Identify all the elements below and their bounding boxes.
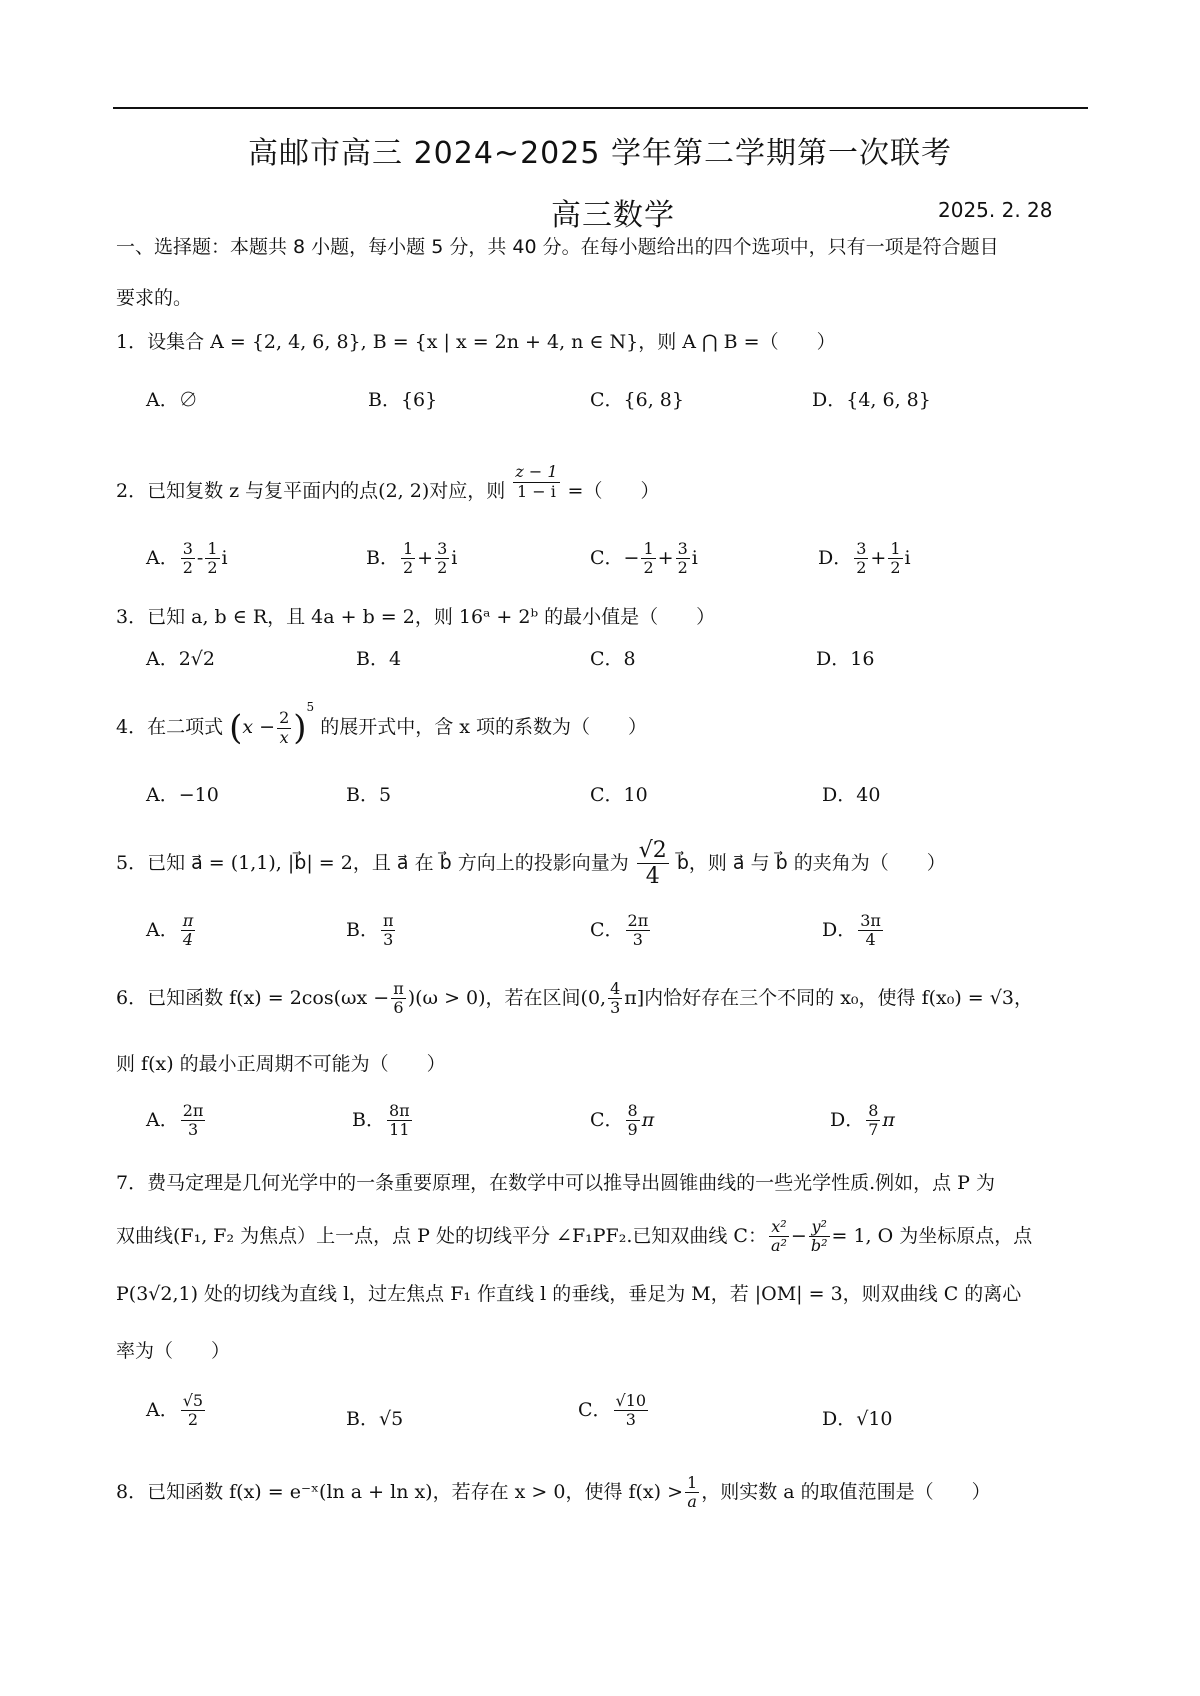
- q5-a-frac: [181, 912, 196, 950]
- q3-option-c: C．8: [590, 648, 636, 670]
- q2-c-frac2: [676, 540, 690, 578]
- q2-d-frac2: [888, 540, 902, 578]
- q2-a-i: i: [221, 546, 228, 569]
- q6-c-frac: [626, 1102, 640, 1140]
- q2-c-n2: 3: [677, 539, 688, 558]
- q2-b-d2: 2: [437, 558, 448, 578]
- q7-c-d: 3: [625, 1410, 636, 1430]
- q6-b-n: 8π: [388, 1101, 410, 1120]
- q6-d-label: D．: [830, 1108, 865, 1131]
- q2-a-d1: 2: [182, 558, 193, 578]
- q5-c-frac: [626, 912, 651, 950]
- q5-c-n: 2π: [627, 911, 649, 930]
- q5-a-n: π: [182, 911, 194, 930]
- q5-option-a: [146, 912, 197, 950]
- q7-n1: x²: [769, 1218, 789, 1237]
- q4-stem-b: 的展开式中，含 x 项的系数为（ ）: [320, 716, 648, 738]
- q1-option-a: A．∅: [146, 389, 198, 411]
- q2-c-frac1: [641, 540, 655, 578]
- q5-stem-b: b⃗，则 a⃗ 与 b⃗ 的夹角为（ ）: [676, 851, 946, 874]
- question-8-stem: [116, 1474, 991, 1512]
- q2-c-op: +: [657, 546, 674, 569]
- q6-d-frac: [866, 1102, 880, 1140]
- q5-fraction: [637, 838, 669, 890]
- q2-b-n2: 3: [437, 539, 448, 558]
- question-5-stem: [116, 838, 946, 890]
- q2-stem-b: =（ ）: [567, 480, 660, 502]
- q2-b-i: i: [451, 546, 458, 569]
- q2-d-op: +: [870, 546, 887, 569]
- q2-b-n1: 1: [402, 539, 414, 558]
- q7-c-frac: [614, 1392, 649, 1430]
- q1-option-b: B．{6}: [368, 389, 438, 411]
- q6-c-d: 9: [627, 1120, 638, 1140]
- q6-d1: 6: [393, 998, 404, 1018]
- q2-c-i: i: [691, 546, 698, 569]
- q5-d-d: 4: [865, 930, 876, 950]
- q7-n2: y²: [809, 1218, 830, 1237]
- q8-den: a: [687, 1492, 697, 1512]
- q6-c-pi: π: [641, 1108, 655, 1131]
- q2-a-d2: 2: [207, 558, 218, 578]
- q2-a-n2: 1: [207, 539, 218, 558]
- question-7-line4: 率为（ ）: [116, 1340, 231, 1362]
- q6-d2: 3: [610, 998, 621, 1018]
- q2-b-label: B．: [366, 546, 399, 569]
- question-2-stem: [116, 462, 660, 503]
- q5-c-label: C．: [590, 918, 624, 941]
- q6-b-label: B．: [352, 1108, 385, 1131]
- q5-d-n: 3π: [860, 911, 881, 930]
- q2-option-c: [590, 540, 698, 578]
- q6-a-d: 3: [187, 1120, 199, 1140]
- q5-b-n: π: [382, 911, 394, 930]
- q5-d-label: D．: [822, 918, 857, 941]
- q2-denominator: 1 − i: [516, 481, 556, 501]
- q6-option-a: [146, 1102, 207, 1140]
- q6-a-frac: [181, 1102, 206, 1140]
- q5-stem-a: 5．已知 a⃗ = (1,1), |b⃗| = 2，且 a⃗ 在 b⃗ 方向上的投影向量为: [116, 851, 629, 874]
- q3-option-a: A．2√2: [146, 648, 216, 670]
- q2-numerator: z − 1: [515, 462, 558, 482]
- q7-minus: −: [790, 1224, 807, 1247]
- q2-d-d1: 2: [856, 558, 867, 578]
- q2-a-op: -: [196, 546, 204, 569]
- q5-den: 4: [645, 864, 660, 890]
- exam-date: 2025. 2. 28: [938, 198, 1053, 222]
- q6-a-label: A．: [146, 1108, 179, 1131]
- q6-fraction-1: [391, 980, 406, 1018]
- q7-fraction-1: [769, 1218, 789, 1256]
- q4-exponent: 5: [306, 700, 315, 714]
- q4-num: 2: [279, 708, 290, 728]
- q4-option-d: D．40: [822, 784, 881, 806]
- q5-option-c: [590, 912, 652, 950]
- section-heading-line1: 一、选择题：本题共 8 小题，每小题 5 分，共 40 分。在每小题给出的四个选项中，只有一项是符合题目: [116, 236, 999, 258]
- q4-option-a: A．−10: [146, 784, 219, 806]
- q5-c-d: 3: [632, 930, 643, 950]
- q7-a-d: 2: [187, 1410, 199, 1430]
- q4-right-paren: ): [293, 708, 307, 748]
- q2-b-frac1: [401, 540, 415, 578]
- q2-a-label: A．: [146, 546, 179, 569]
- q2-d-i: i: [904, 546, 911, 569]
- q6-d-n: 8: [868, 1101, 879, 1120]
- q6-stem-a: 6．已知函数 f(x) = 2cos(ωx −: [116, 986, 390, 1009]
- q2-d-n1: 3: [856, 539, 867, 558]
- section-heading-line2: 要求的。: [116, 287, 193, 309]
- q7-option-c: [578, 1392, 650, 1430]
- q6-option-c: [590, 1102, 654, 1140]
- q2-a-frac1: [181, 540, 195, 578]
- q4-fraction: [277, 709, 291, 747]
- question-1-stem: 1．设集合 A = {2, 4, 6, 8}, B = {x | x = 2n + 4, n ∈ N}，则 A ⋂ B =（ ）: [116, 331, 836, 353]
- question-7-line1: 7．费马定理是几何光学中的一条重要原理，在数学中可以推导出圆锥曲线的一些光学性质.例如，点 P 为: [116, 1172, 995, 1194]
- q4-option-c: C．10: [590, 784, 648, 806]
- q6-n1: π: [393, 979, 404, 998]
- q6-b-d: 11: [389, 1120, 410, 1140]
- q5-b-frac: [381, 912, 396, 950]
- q6-option-d: [830, 1102, 895, 1140]
- q1-option-d: D．{4, 6, 8}: [812, 389, 931, 411]
- question-6-line2: 则 f(x) 的最小正周期不可能为（ ）: [116, 1053, 446, 1075]
- q8-stem-b: ，则实数 a 的取值范围是（ ）: [701, 1480, 991, 1503]
- q7-line2b: = 1, O 为坐标原点，点: [831, 1224, 1033, 1247]
- q2-d-n2: 1: [890, 539, 901, 558]
- q3-option-b: B．4: [356, 648, 402, 670]
- q6-a-n: 2π: [182, 1101, 204, 1120]
- q2-option-a: [146, 540, 228, 578]
- q6-stem-b: )(ω > 0)，若在区间(0,: [407, 986, 607, 1009]
- question-7-line3: P(3√2,1) 处的切线为直线 l，过左焦点 F₁ 作直线 l 的垂线，垂足为 M，若 |OM| = 3，则双曲线 C 的离心: [116, 1283, 1022, 1305]
- q6-stem-c: π]内恰好存在三个不同的 x₀，使得 f(x₀) = √3，: [624, 986, 1033, 1009]
- q2-c-n1: 1: [643, 539, 654, 558]
- q7-option-d: D．√10: [822, 1408, 893, 1430]
- q2-a-frac2: [205, 540, 219, 578]
- q5-d-frac: [858, 912, 883, 950]
- q2-option-d: [818, 540, 911, 578]
- q5-option-d: [822, 912, 885, 950]
- q6-d-d: 7: [868, 1120, 879, 1140]
- q1-option-c: C．{6, 8}: [590, 389, 684, 411]
- q2-a-n1: 3: [182, 539, 193, 558]
- q2-b-frac2: [435, 540, 449, 578]
- q2-c-d2: 2: [677, 558, 688, 578]
- q2-fraction: [513, 463, 559, 501]
- q7-c-label: C．: [578, 1398, 612, 1421]
- q2-d-label: D．: [818, 546, 853, 569]
- q7-option-a: [146, 1392, 207, 1430]
- question-4-stem: [116, 700, 647, 748]
- q7-c-n: √10: [615, 1391, 647, 1410]
- q4-expr-x: x −: [242, 716, 276, 738]
- q2-c-label: C．−: [590, 546, 640, 569]
- q6-option-b: [352, 1102, 414, 1140]
- exam-subtitle: 高三数学: [551, 198, 675, 233]
- q8-fraction: [685, 1474, 699, 1512]
- q7-fraction-2: [809, 1218, 830, 1256]
- q8-stem-a: 8．已知函数 f(x) = e⁻ˣ(ln a + ln x)，若存在 x > 0，使得 f(x) >: [116, 1480, 684, 1503]
- exam-title: 高邮市高三 2024~2025 学年第二学期第一次联考: [248, 136, 952, 171]
- top-rule: [113, 107, 1088, 109]
- q6-d-pi: π: [882, 1108, 895, 1131]
- q2-d-d2: 2: [890, 558, 901, 578]
- q7-d1: a²: [770, 1236, 787, 1256]
- q7-a-n: √5: [182, 1391, 204, 1410]
- q7-a-frac: [181, 1392, 205, 1430]
- q8-num: 1: [687, 1473, 698, 1492]
- q2-b-d1: 2: [402, 558, 414, 578]
- q2-stem-a: 2．已知复数 z 与复平面内的点(2, 2)对应，则: [116, 480, 506, 502]
- q4-stem-a: 4．在二项式: [116, 716, 224, 738]
- question-7-line2: [116, 1218, 1032, 1256]
- q2-option-b: [366, 540, 457, 578]
- question-3-stem: 3．已知 a, b ∈ R，且 4a + b = 2，则 16ᵃ + 2ᵇ 的最小值是（ ）: [116, 606, 716, 628]
- q7-a-label: A．: [146, 1398, 179, 1421]
- q5-a-label: A．: [146, 918, 179, 941]
- q6-c-n: 8: [627, 1101, 638, 1120]
- q4-den: x: [279, 727, 289, 747]
- q6-c-label: C．: [590, 1108, 624, 1131]
- question-6-stem: [116, 980, 1033, 1018]
- q5-a-d: 4: [182, 930, 194, 950]
- q5-b-label: B．: [346, 918, 379, 941]
- q6-fraction-2: [608, 980, 622, 1018]
- q6-b-frac: [387, 1102, 412, 1140]
- q2-d-frac1: [854, 540, 868, 578]
- q5-num: √2: [638, 838, 667, 863]
- q4-left-paren: (: [229, 708, 243, 748]
- q7-d2: b²: [810, 1236, 828, 1256]
- q6-n2: 4: [610, 979, 621, 998]
- q2-b-op: +: [417, 546, 434, 569]
- q5-b-d: 3: [383, 930, 394, 950]
- q4-option-b: B．5: [346, 784, 392, 806]
- q5-option-b: [346, 912, 397, 950]
- q7-option-b: B．√5: [346, 1408, 404, 1430]
- q7-line2a: 双曲线(F₁, F₂ 为焦点）上一点，点 P 处的切线平分 ∠F₁PF₂.已知双曲线 C：: [116, 1224, 767, 1247]
- q3-option-d: D．16: [816, 648, 875, 670]
- q2-c-d1: 2: [643, 558, 654, 578]
